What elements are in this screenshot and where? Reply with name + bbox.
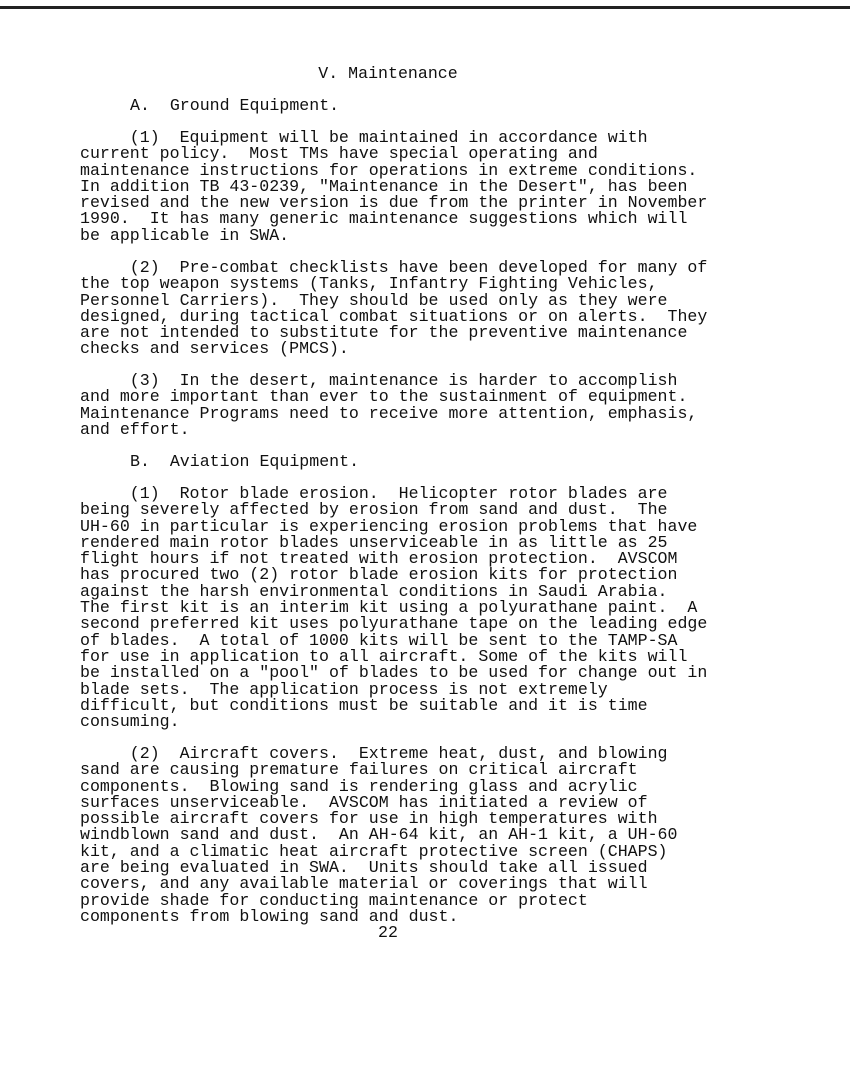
text-line: Maintenance Programs need to receive more attention, emphasis, — [80, 403, 698, 423]
text-line: windblown sand and dust. An AH-64 kit, an AH-1 kit, a UH-60 — [80, 825, 678, 845]
text-line: (2) Pre-combat checklists have been developed for many of — [80, 258, 708, 277]
text-line: the top weapon systems (Tanks, Infantry Fighting Vehicles, — [80, 274, 658, 294]
text-line: kit, and a climatic heat aircraft protective screen (CHAPS) — [80, 841, 668, 861]
text-line: against the harsh environmental conditions in Saudi Arabia. — [80, 581, 668, 601]
text-line: are being evaluated in SWA. Units should take all issued — [80, 858, 648, 878]
text-line: being severely affected by erosion from sand and dust. The — [80, 500, 668, 520]
text-line: rendered main rotor blades unserviceable in as little as 25 — [80, 532, 668, 552]
text-line: designed, during tactical combat situations or on alerts. They — [80, 306, 708, 326]
text-line: blade sets. The application process is not extremely — [80, 679, 608, 699]
text-line: for use in application to all aircraft. Some of the kits will — [80, 646, 688, 666]
scan-top-border — [0, 6, 850, 9]
section-title: V. Maintenance — [318, 64, 458, 83]
text-line: flight hours if not treated with erosion protection. AVSCOM — [80, 549, 678, 569]
text-line: components. Blowing sand is rendering glass and acrylic — [80, 776, 638, 796]
text-line: maintenance instructions for operations in extreme conditions. — [80, 160, 698, 180]
text-line: provide shade for conducting maintenance or protect — [80, 890, 588, 910]
text-line: (2) Aircraft covers. Extreme heat, dust, and blowing — [80, 744, 668, 763]
text-line: surfaces unserviceable. AVSCOM has initiated a review of — [80, 792, 648, 812]
text-line: consuming. — [80, 712, 180, 732]
text-line: (1) Rotor blade erosion. Helicopter rotor blades are — [80, 484, 668, 503]
text-line: be applicable in SWA. — [80, 225, 290, 245]
text-line: possible aircraft covers for use in high temperatures with — [80, 809, 658, 829]
text-line: and effort. — [80, 419, 190, 439]
text-line: (1) Equipment will be maintained in accordance with — [80, 128, 648, 147]
subsection-heading-aviation-equipment: B. Aviation Equipment. — [130, 452, 360, 471]
text-line: and more important than ever to the sustainment of equipment. — [80, 387, 688, 407]
page-number: 22 — [378, 923, 398, 942]
text-line: UH-60 in particular is experiencing erosion problems that have — [80, 516, 698, 536]
text-line: difficult, but conditions must be suitable and it is time — [80, 695, 648, 715]
subsection-heading-ground-equipment: A. Ground Equipment. — [130, 96, 340, 115]
text-line: revised and the new version is due from the printer in November — [80, 193, 708, 213]
paragraph-b2 — [80, 746, 677, 925]
text-line: The first kit is an interim kit using a polyurathane paint. A — [80, 598, 698, 618]
text-line: components from blowing sand and dust. — [80, 906, 459, 926]
paragraph-a1 — [80, 130, 707, 244]
paragraph-a3 — [80, 373, 697, 438]
text-line: current policy. Most TMs have special operating and — [80, 144, 598, 164]
text-line: are not intended to substitute for the preventive maintenance — [80, 323, 688, 343]
text-line: covers, and any available material or coverings that will — [80, 874, 648, 894]
text-line: In addition TB 43-0239, "Maintenance in the Desert", has been — [80, 176, 688, 196]
paragraph-a2 — [80, 260, 707, 358]
text-line: 1990. It has many generic maintenance suggestions which will — [80, 209, 688, 229]
text-line: Personnel Carriers). They should be used only as they were — [80, 290, 668, 310]
text-line: be installed on a "pool" of blades to be used for change out in — [80, 663, 708, 683]
text-line: second preferred kit uses polyurathane tape on the leading edge — [80, 614, 708, 634]
text-line: of blades. A total of 1000 kits will be sent to the TAMP-SA — [80, 630, 678, 650]
paragraph-b1 — [80, 486, 707, 730]
text-line: checks and services (PMCS). — [80, 339, 349, 359]
text-line: (3) In the desert, maintenance is harder to accomplish — [80, 371, 678, 390]
text-line: sand are causing premature failures on critical aircraft — [80, 760, 638, 780]
text-line: has procured two (2) rotor blade erosion kits for protection — [80, 565, 678, 585]
